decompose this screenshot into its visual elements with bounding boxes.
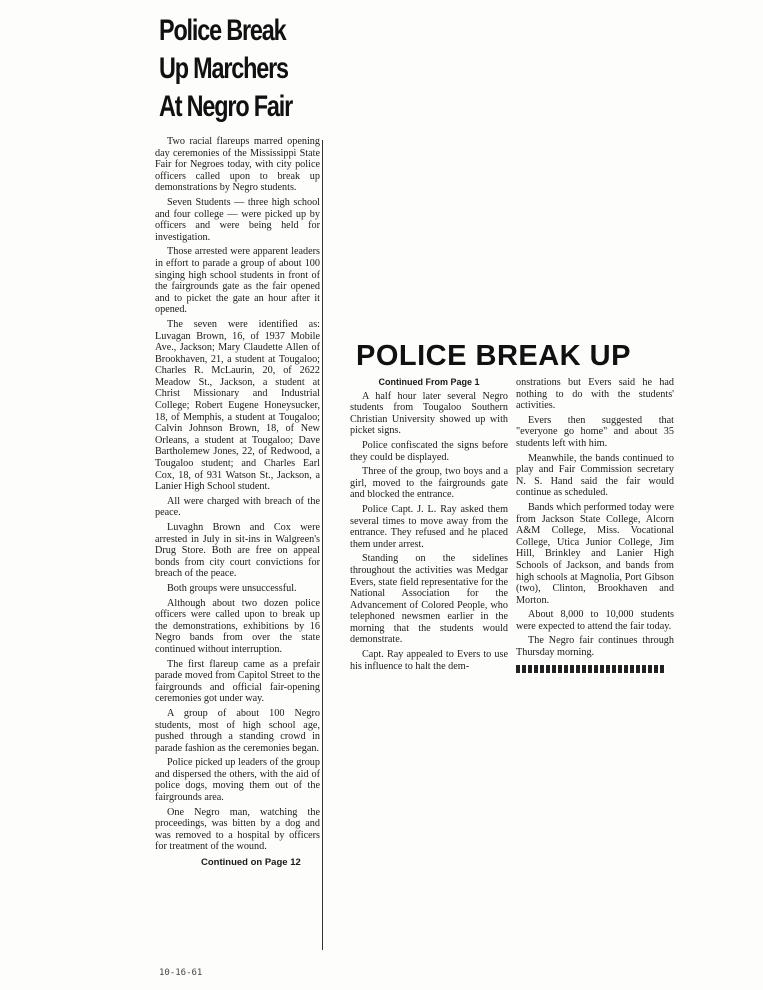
paragraph: A group of about 100 Negro students, most of high school age, pushed through a standing crowd in parade fashion as the ceremonies began. — [155, 707, 320, 754]
left-article-body — [155, 136, 320, 853]
paragraph: Luvaghn Brown and Cox were arrested in July in sit-ins in Walgreen's Drug Store. Both are free on appeal bonds from city court convictions for breach of the peace. — [155, 522, 320, 580]
continued-on-note: Continued on Page 12 — [201, 857, 301, 869]
continued-from-note: Continued From Page 1 — [378, 377, 480, 387]
headline-line-2: Up Marchers — [159, 52, 288, 85]
right-columns — [350, 377, 680, 675]
handwritten-date: 10-16-61 — [159, 968, 203, 978]
paragraph: Standing on the sidelines throughout the activities was Medgar Evers, state field representative for the National Association for the Advancement of Colored People, who telephoned newsmen earlier in the morning that the students would demonstrate. — [350, 553, 508, 646]
paragraph: The Negro fair continues through Thursday morning. — [516, 635, 674, 659]
paragraph: Police picked up leaders of the group and dispersed the others, with the aid of police dogs, moving them out of the fairgrounds area. — [155, 757, 320, 804]
paragraph: Three of the group, two boys and a girl, moved to the fairgrounds gate and blocked the entrance. — [350, 466, 508, 501]
paragraph: Police confiscated the signs before they could be displayed. — [350, 439, 508, 463]
paragraph: The first flareup came as a prefair parade moved from Capitol Street to the fairgrounds and official fair-opening ceremonies got under way. — [155, 658, 320, 705]
paragraph: One Negro man, watching the proceedings, was bitten by a dog and was removed to a hospital by officers for treatment of the wound. — [155, 806, 320, 853]
paragraph: The seven were identified as: Luvagan Brown, 16, of 1937 Mobile Ave., Jackson; Mary Claudette Allen of Brookhaven, 21, a student at Tougaloo; Charles R. McLaurin, 20, of 2622 Meadow St., Jackson, a student at Christ Missionary and Industrial College; Robert Eugene Honeysucker, 18, of Memphis, a student at Tougaloo; Calvin Johnson Brown, 18, of New Orleans, a student at Tougaloo; Dave Bartholemew Jones, 22, of Redwood, a Tougaloo student; and Charles Earl Cox, 18, of 931 Watson St., Jackson, a Lanier High School student. — [155, 318, 320, 493]
paragraph: Bands which performed today were from Jackson State College, Alcorn A&M College, Miss. Vocational College, Utica Junior College, Jim Hill, Brinkley and Lanier High Schools of Jackson, and bands from high schools at Magnolia, Port Gibson (two), Clinton, Brookhaven and Morton. — [516, 501, 674, 606]
paragraph: All were charged with breach of the peace. — [155, 495, 320, 519]
headline-line-1: Police Break — [159, 14, 286, 47]
paragraph: Both groups were unsuccessful. — [167, 582, 297, 594]
right-headline: POLICE BREAK UP — [356, 340, 631, 372]
right-column-2 — [516, 377, 674, 675]
paragraph: Capt. Ray appealed to Evers to use his influence to halt the dem- — [350, 649, 508, 672]
headline-line-3: At Negro Fair — [159, 90, 293, 123]
right-column-1 — [350, 377, 508, 675]
left-headline — [159, 12, 293, 126]
paragraph: Although about two dozen police officers were called upon to break up the demonstrations, exhibitions by 16 Negro bands from over the state continued without interruption. — [155, 597, 320, 655]
left-clipping — [155, 12, 320, 978]
paragraph: Meanwhile, the bands continued to play and Fair Commission secretary N. S. Hand said the fair would continue as scheduled. — [516, 452, 674, 499]
end-divider — [516, 665, 666, 673]
paragraph: onstrations but Evers said he had nothing to do with the students' activities. — [516, 377, 674, 412]
paragraph: A half hour later several Negro students from Tougaloo Southern Christian University showed up with picket signs. — [350, 390, 508, 437]
right-clipping — [350, 340, 680, 710]
paragraph: Police Capt. J. L. Ray asked them several times to move away from the entrance. They refused and he placed them under arrest. — [350, 503, 508, 550]
paragraph: Evers then suggested that "everyone go home" and about 35 students left with him. — [516, 414, 674, 449]
paragraph: Seven Students — three high school and four college — were picked up by officers and were being held for investigation. — [155, 196, 320, 243]
paragraph: About 8,000 to 10,000 students were expected to attend the fair today. — [516, 609, 674, 632]
paragraph: Those arrested were apparent leaders in effort to parade a group of about 100 singing high school students in front of the fairgrounds gate as the fair opened and to picket the gate an hour after it opened. — [155, 246, 320, 316]
paragraph: Two racial flareups marred opening day ceremonies of the Mississippi State Fair for Negroes today, with city police officers called upon to break up demonstrations by Negro students. — [155, 136, 320, 194]
column-rule — [322, 140, 323, 950]
